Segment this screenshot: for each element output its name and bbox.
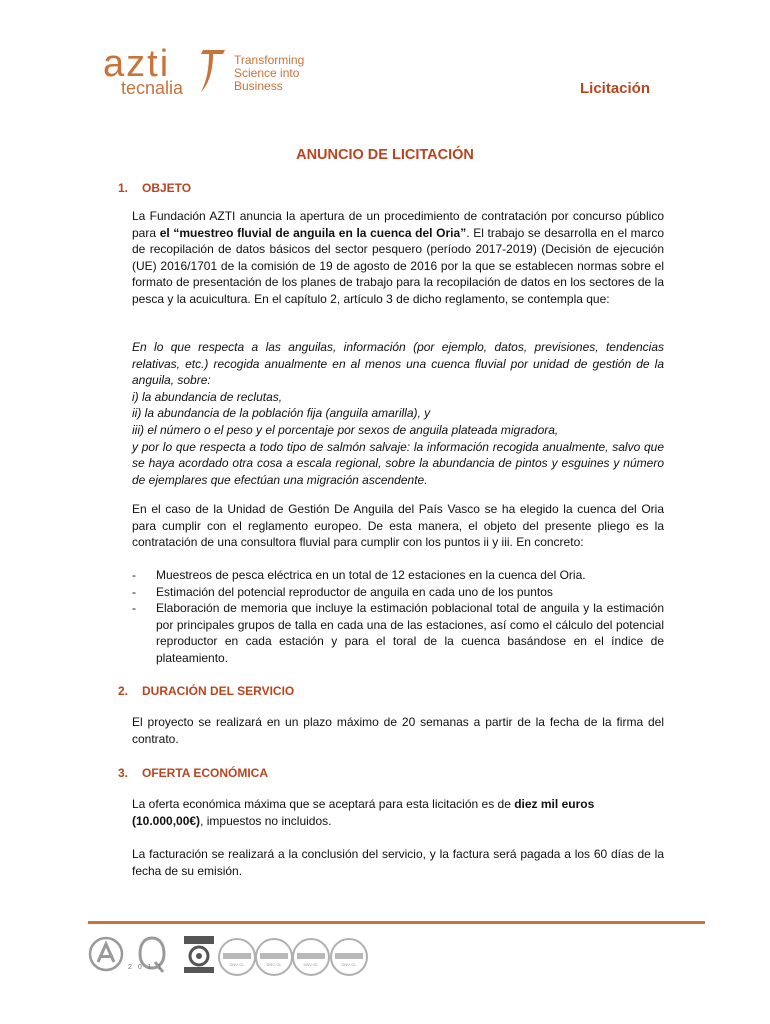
logo-tagline: Transforming Science into Business	[234, 53, 305, 93]
quote-line: En lo que respecta a las anguilas, información (por ejemplo, datos, previsiones, tendencias relativas, etc.) recogida anualmente en al menos una cuenca fluvial por unidad de gestión de la anguila, sobre:	[132, 340, 664, 388]
header-label: Licitación	[580, 80, 651, 97]
dnv-gl-cert-icon	[292, 938, 330, 976]
section-number: 3.	[118, 766, 129, 780]
logo-brand: azti	[103, 43, 171, 85]
section-title: DURACIÓN DEL SERVICIO	[142, 684, 295, 698]
oferta-paragraph-2	[132, 846, 664, 879]
dnv-gl-cert-icon	[218, 938, 256, 976]
paragraph-text: En el caso de la Unidad de Gestión De Anguila del País Vasco se ha elegido la cuenca del Oria para cumplir con el reglamento europeo. De esta manera, el objeto del presente pliego es la contratación de una consultora fluvial para cumplir con los puntos ii y iii. En concreto:	[132, 502, 664, 550]
seal-text: DNV·GL	[266, 962, 282, 967]
logo-swoosh-icon	[199, 46, 229, 94]
azti-tecnalia-logo	[103, 44, 323, 104]
seal-text: DNV·GL	[303, 962, 319, 967]
award-year: 2 0 1 1	[128, 964, 164, 971]
section-title: OBJETO	[142, 181, 192, 195]
text-run: , impuestos no incluidos.	[200, 813, 332, 828]
text-run: La Fundación AZTI anuncia la apertura de un procedimiento de contratación por concurso público para	[132, 209, 664, 240]
quality-award-a-icon	[88, 936, 124, 977]
dash-marker: -	[132, 584, 136, 599]
text-run-bold: el “muestreo fluvial de anguila en la cuenca del Oria”	[159, 225, 467, 240]
seal-band	[297, 953, 325, 959]
text-run-bold: (10.000,00€)	[132, 813, 201, 828]
seal-band	[335, 953, 363, 959]
quality-q-award-icon	[137, 936, 167, 979]
section-heading-duracion	[118, 684, 294, 698]
document-title: ANUNCIO DE LICITACIÓN	[296, 147, 474, 163]
list-item	[132, 584, 664, 601]
section-number: 1.	[118, 181, 129, 195]
objeto-paragraph-3	[132, 501, 664, 551]
section-heading-oferta	[118, 766, 268, 780]
iqnet-cert-icon	[184, 936, 214, 979]
objeto-paragraph-1	[132, 208, 664, 308]
list-item-text: Elaboración de memoria que incluye la estimación poblacional total de anguila y la estimación por principales grupos de talla en cada una de las estaciones, así como el cálculo del potencial reproductor en cada estación y para el toral de la cuenca basándose en el índice de plateamiento.	[156, 601, 664, 665]
objeto-quote	[132, 339, 664, 488]
seal-text: DNV·GL	[229, 962, 245, 967]
list-item-text: Muestreos de pesca eléctrica en un total de 12 estaciones en la cuenca del Oria.	[156, 568, 586, 582]
dnv-gl-cert-icon	[330, 938, 368, 976]
text-run-bold: diez mil euros	[514, 797, 595, 811]
paragraph-text: La facturación se realizará a la conclusión del servicio, y la factura será pagada a los 60 días de la fecha de su emisión.	[132, 847, 664, 878]
seal-band	[223, 953, 251, 959]
section-number: 2.	[118, 684, 129, 698]
quote-line: i) la abundancia de reclutas,	[132, 389, 283, 404]
seal-text: DNV·GL	[341, 962, 357, 967]
list-item-text: Estimación del potencial reproductor de anguila en cada uno de los puntos	[156, 584, 553, 599]
list-item	[132, 567, 664, 584]
quote-line: iii) el número o el peso y el porcentaje por sexos de anguila plateada migradora,	[132, 422, 559, 437]
quote-line: ii) la abundancia de la población fija (anguila amarilla), y	[132, 406, 431, 421]
oferta-paragraph-1	[132, 796, 664, 829]
text-run: . El trabajo se desarrolla en el marco de recopilación de datos básicos del sector pesquero (período 2017-2019) (Decisión de ejecución (UE) 2016/1701 de la comisión de 19 de agosto de 2016 por la que se establecen normas sobre el formato de presentación de los planes de trabajo para la recopilación de datos en los sectores de la pesca y la acuicultura. En el capítulo 2, artículo 3 de dicho reglamento, se contempla que:	[132, 225, 665, 306]
dash-marker: -	[132, 568, 136, 582]
quote-line: y por lo que respecta a todo tipo de salmón salvaje: la información recogida anualmente, salvo que se haya acordado otra cosa a escala regional, sobre la abundancia de pintos y esguines y número de ejemplares que efectúan una migración ascendente.	[132, 439, 664, 487]
objeto-bullet-list	[132, 567, 664, 667]
section-heading-objeto	[118, 181, 191, 195]
logo-sub: tecnalia	[121, 78, 184, 98]
paragraph-text: El proyecto se realizará en un plazo máximo de 20 semanas a partir de la fecha de la firma del contrato.	[132, 715, 664, 746]
seal-band	[260, 953, 288, 959]
dash-marker: -	[132, 601, 136, 616]
dnv-gl-cert-icon	[255, 938, 293, 976]
section-title: OFERTA ECONÓMICA	[142, 766, 268, 780]
footer-divider	[88, 921, 705, 924]
duracion-paragraph	[132, 714, 664, 747]
list-item	[132, 600, 664, 666]
text-run: La oferta económica máxima que se aceptará para esta licitación es de	[132, 797, 515, 811]
